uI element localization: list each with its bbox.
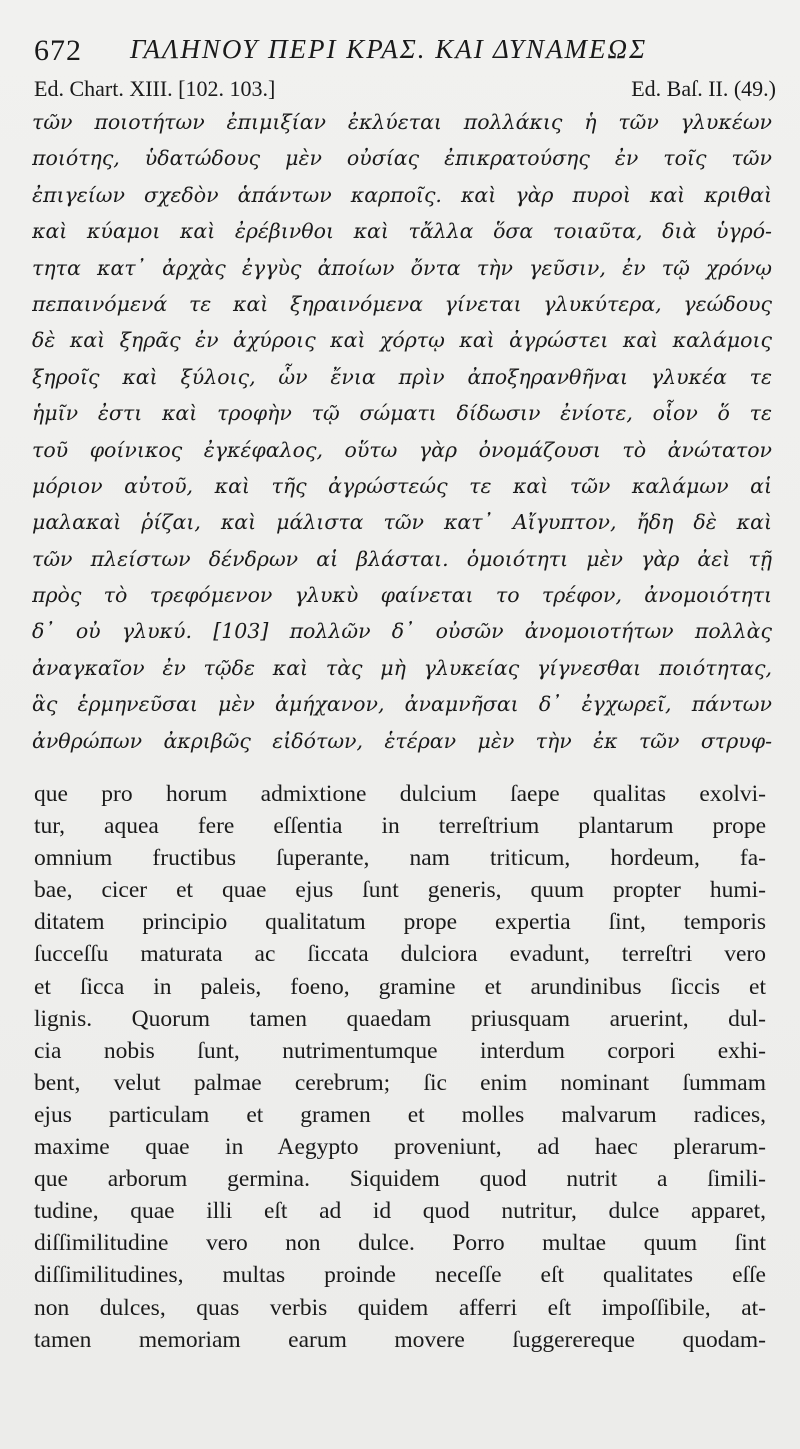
latin-line: tur, aquea fere eſſentia in terreſtrium plantarum prope [34,813,766,840]
latin-line: diſſimilitudines, multas proinde neceſſe eſt qualitates eſſe [34,1262,766,1289]
latin-text-block [34,778,766,1356]
latin-line: ſucceſſu maturata ac ſiccata dulciora evadunt, terreſtri vero [34,941,766,968]
latin-line: bae, cicer et quae ejus ſunt generis, quum propter humi- [34,877,766,904]
greek-line: ἡμῖν ἐστι καὶ τροφὴν τῷ σώματι δίδωσιν ἐνίοτε, οἷον ὅ τε [32,401,772,426]
greek-line: δὲ καὶ ξηρᾶς ἐν ἀχύροις καὶ χόρτῳ καὶ ἀγρώστει καὶ καλάμοις [32,328,772,353]
greek-line: πεπαινόμενά τε καὶ ξηραινόμενα γίνεται γλυκύτερα, γεώδους [32,291,772,316]
latin-line: diſſimilitudine vero non dulce. Porro multae quum ſint [34,1230,766,1257]
latin-line: tamen memoriam earum movere ſuggerereque quodam- [34,1326,766,1353]
edition-reference-basel: Ed. Baſ. II. (49.) [631,76,776,101]
greek-line: ἀναγκαῖον ἐν τῷδε καὶ τὰς μὴ γλυκείας γίγνεσθαι ποιότητας, [32,655,772,680]
latin-line: bent, velut palmae cerebrum; ſic enim nominant ſummam [34,1069,766,1096]
page-number: 672 [34,34,82,67]
greek-line: μαλακαὶ ῥίζαι, καὶ μάλιστα τῶν κατ᾽ Αἴγυπτον, ἤδη δὲ καὶ [32,510,772,535]
latin-line: maxime quae in Aegypto proveniunt, ad haec plerarum- [34,1134,766,1161]
greek-line: ἃς ἑρμηνεῦσαι μὲν ἀμήχανον, ἀναμνῆσαι δ᾽ ἐγχωρεῖ, πάντων [32,692,772,717]
greek-line: ξηροῖς καὶ ξύλοις, ὧν ἔνια πρὶν ἀποξηρανθῆναι γλυκέα τε [32,364,772,389]
latin-line: et ſicca in paleis, foeno, gramine et arundinibus ſiccis et [34,973,766,1000]
greek-line: ἀνθρώπων ἀκριβῶς εἰδότων, ἑτέραν μὲν τὴν ἐκ τῶν στρυφ- [32,728,772,753]
latin-line: omnium fructibus ſuperante, nam triticum, hordeum, fa- [34,845,766,872]
latin-line: tudine, quae illi eſt ad id quod nutritur, dulce apparet, [34,1198,766,1225]
latin-line: ejus particulam et gramen et molles malvarum radices, [34,1101,766,1128]
running-title: ΓΑΛΗΝΟΥ ΠΕΡΙ ΚΡΑΣ. ΚΑΙ ΔΥΝΑΜΕΩΣ [130,34,648,64]
greek-line: πρὸς τὸ τρεφόμενον γλυκὺ φαίνεται το τρέφον, ἀνομοιότητι [32,583,772,608]
greek-line: ποιότης, ὑδατώδους μὲν οὐσίας ἐπικρατούσης ἐν τοῖς τῶν [32,146,772,171]
greek-line: τοῦ φοίνικος ἐγκέφαλος, οὕτω γὰρ ὀνομάζουσι τὸ ἀνώτατον [32,437,772,462]
latin-line: que arborum germina. Siquidem quod nutrit a ſimili- [34,1166,766,1193]
greek-line: τῶν ποιοτήτων ἐπιμιξίαν ἐκλύεται πολλάκις ἡ τῶν γλυκέων [32,110,772,134]
greek-line: ἐπιγείων σχεδὸν ἁπάντων καρποῖς. καὶ γὰρ πυροὶ καὶ κριθαὶ [32,182,772,207]
latin-line: ditatem principio qualitatum prope expertia ſint, temporis [34,909,766,936]
latin-line: cia nobis ſunt, nutrimentumque interdum corpori exhi- [34,1037,766,1064]
latin-line: que pro horum admixtione dulcium ſaepe qualitas exolvi- [34,781,766,807]
greek-line: καὶ κύαμοι καὶ ἐρέβινθοι καὶ τἄλλα ὅσα τοιαῦτα, διὰ ὑγρό- [32,219,772,244]
greek-line: μόριον αὐτοῦ, καὶ τῆς ἀγρώστεώς τε καὶ τῶν καλάμων αἱ [32,473,772,498]
greek-line: τῶν πλείστων δένδρων αἱ βλάσται. ὁμοιότητι μὲν γὰρ ἀεὶ τῇ [32,546,772,571]
latin-line: non dulces, quas verbis quidem afferri eſt impoſſibile, at- [34,1294,766,1321]
greek-line: δ᾽ οὐ γλυκύ. [103] πολλῶν δ᾽ οὐσῶν ἀνομοιοτήτων πολλὰς [32,619,772,644]
edition-reference-chartier: Ed. Chart. XIII. [102. 103.] [34,76,276,101]
page-header [34,28,774,74]
greek-text-block [32,104,772,759]
latin-line: lignis. Quorum tamen quaedam priusquam aruerint, dul- [34,1005,766,1032]
greek-line: τητα κατ᾽ ἀρχὰς ἐγγὺς ἀποίων ὄντα τὴν γεῦσιν, ἐν τῷ χρόνῳ [32,255,772,280]
